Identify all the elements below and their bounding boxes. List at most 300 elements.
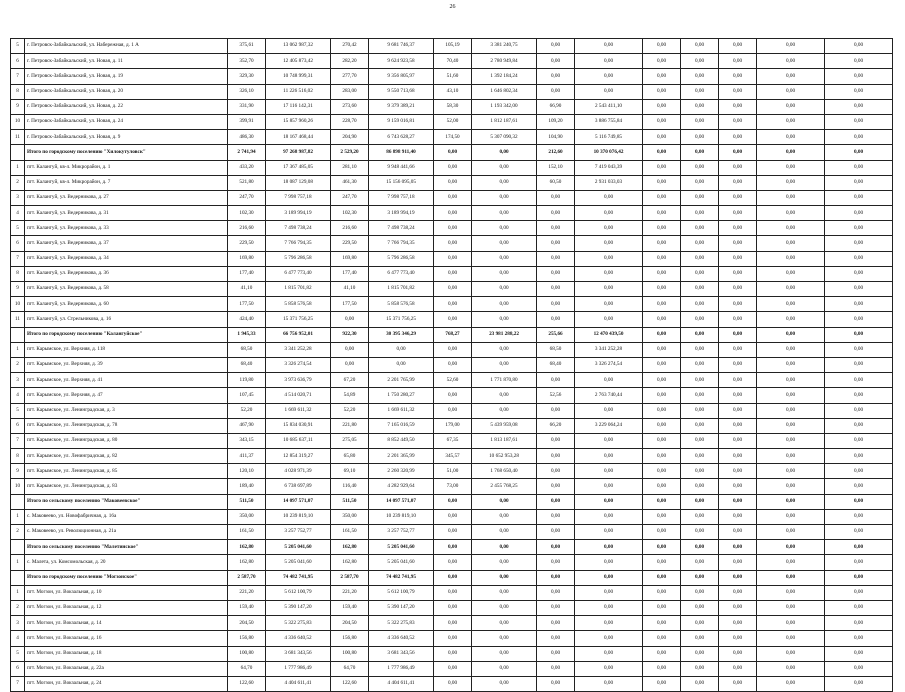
value-cell: 0,00 (825, 631, 893, 646)
row-number-cell: 3 (11, 373, 25, 388)
value-cell: 0,00 (575, 251, 643, 266)
value-cell: 0,00 (719, 616, 757, 631)
value-cell: 0,00 (472, 388, 537, 403)
table-row (11, 297, 893, 312)
value-cell: 0,00 (434, 525, 472, 540)
table-row (11, 464, 893, 479)
value-cell: 0,00 (472, 190, 537, 205)
value-cell: 177,50 (228, 297, 266, 312)
value-cell: 0,00 (719, 661, 757, 676)
value-cell: 0,00 (681, 661, 719, 676)
value-cell: 0,00 (757, 464, 825, 479)
value-cell: 0,00 (757, 418, 825, 433)
value-cell: 13 062 987,32 (266, 39, 331, 54)
value-cell: 4 514 020,71 (266, 388, 331, 403)
value-cell: 0,00 (643, 327, 681, 342)
value-cell: 0,00 (825, 54, 893, 69)
value-cell: 0,00 (681, 206, 719, 221)
value-cell: 0,00 (757, 555, 825, 570)
value-cell: 5 205 041,60 (266, 540, 331, 555)
value-cell: 5 205 041,60 (369, 555, 434, 570)
value-cell: 10 239 819,10 (369, 509, 434, 524)
value-cell: 102,30 (228, 206, 266, 221)
value-cell: 2 455 768,25 (472, 479, 537, 494)
value-cell: 0,00 (757, 449, 825, 464)
value-cell: 0,00 (537, 54, 575, 69)
value-cell: 4 404 611,41 (369, 676, 434, 691)
table-row (11, 585, 893, 600)
row-number-cell (11, 145, 25, 160)
value-cell: 0,00 (537, 221, 575, 236)
value-cell: 5 858 576,58 (266, 297, 331, 312)
value-cell: 7 165 016,59 (369, 418, 434, 433)
value-cell: 0,00 (575, 236, 643, 251)
value-cell: 0,00 (575, 464, 643, 479)
value-cell: 0,00 (643, 221, 681, 236)
value-cell: 0,00 (825, 145, 893, 160)
value-cell: 0,00 (719, 418, 757, 433)
value-cell: 0,00 (643, 433, 681, 448)
value-cell: 0,00 (825, 190, 893, 205)
value-cell: 0,00 (719, 69, 757, 84)
value-cell: 0,00 (434, 600, 472, 615)
table-row (11, 418, 893, 433)
value-cell: 0,00 (575, 69, 643, 84)
value-cell: 0,00 (825, 373, 893, 388)
value-cell: 277,70 (331, 69, 369, 84)
value-cell: 2 587,70 (228, 570, 266, 585)
value-cell: 3 257 752,77 (266, 525, 331, 540)
value-cell: 177,40 (331, 266, 369, 281)
value-cell: 0,00 (757, 114, 825, 129)
value-cell: 162,80 (331, 540, 369, 555)
row-number-cell: 4 (11, 206, 25, 221)
value-cell: 30 395 346,29 (369, 327, 434, 342)
value-cell: 0,00 (681, 114, 719, 129)
value-cell: 0,00 (681, 190, 719, 205)
value-cell: 0,00 (537, 600, 575, 615)
value-cell: 1 945,33 (228, 327, 266, 342)
value-cell: 0,00 (575, 661, 643, 676)
value-cell: 0,00 (472, 555, 537, 570)
table-row (11, 388, 893, 403)
value-cell: 1 193 342,00 (472, 99, 537, 114)
value-cell: 0,00 (719, 130, 757, 145)
value-cell: 2 201 365,99 (369, 449, 434, 464)
value-cell: 0,00 (537, 206, 575, 221)
value-cell: 74 482 741,95 (266, 570, 331, 585)
table-row (11, 266, 893, 281)
value-cell: 0,00 (681, 570, 719, 585)
value-cell: 0,00 (472, 312, 537, 327)
value-cell: 3 381 240,75 (472, 39, 537, 54)
row-number-cell: 6 (11, 661, 25, 676)
value-cell: 15 857 960,26 (266, 114, 331, 129)
value-cell: 0,00 (575, 190, 643, 205)
address-cell: г. Петровск-Забайкальский, ул. Набережная, д. 1 А (25, 39, 228, 54)
value-cell: 0,00 (719, 555, 757, 570)
value-cell: 0,00 (643, 616, 681, 631)
address-cell: пгт. Карымское, ул. Ленинградская, д. 83 (25, 479, 228, 494)
value-cell: 0,00 (643, 145, 681, 160)
value-cell: 0,00 (825, 479, 893, 494)
value-cell: 68,40 (228, 357, 266, 372)
value-cell: 0,00 (643, 99, 681, 114)
value-cell: 9 624 923,58 (369, 54, 434, 69)
value-cell: 0,00 (681, 327, 719, 342)
value-cell: 0,00 (434, 190, 472, 205)
value-cell: 216,60 (228, 221, 266, 236)
address-cell: пгт. Карымское, ул. Верхняя, д. 41 (25, 373, 228, 388)
value-cell: 0,00 (643, 570, 681, 585)
address-cell: г. Петровск-Забайкальский, ул. Новая, д. 19 (25, 69, 228, 84)
value-cell: 0,00 (643, 494, 681, 509)
value-cell: 152,10 (537, 160, 575, 175)
value-cell: 0,00 (825, 616, 893, 631)
table-row (11, 175, 893, 190)
value-cell: 1 669 611,32 (369, 403, 434, 418)
value-cell: 0,00 (757, 661, 825, 676)
address-cell: с. Маковеево, ул. Новофабричная, д. 16а (25, 509, 228, 524)
address-cell: пгт. Калангуй, ул. Стрельникова, д. 16 (25, 312, 228, 327)
value-cell: 0,00 (537, 251, 575, 266)
value-cell: 3 326 274,54 (575, 357, 643, 372)
address-cell: пгт. Карымское, ул. Ленинградская, д. 82 (25, 449, 228, 464)
row-number-cell: 7 (11, 251, 25, 266)
value-cell: 0,00 (825, 525, 893, 540)
value-cell: 0,00 (643, 525, 681, 540)
value-cell: 270,42 (331, 39, 369, 54)
value-cell: 0,00 (681, 540, 719, 555)
value-cell: 0,00 (472, 145, 537, 160)
value-cell: 0,00 (643, 312, 681, 327)
value-cell: 0,00 (537, 509, 575, 524)
value-cell: 0,00 (757, 312, 825, 327)
value-cell: 0,00 (434, 540, 472, 555)
value-cell: 5 205 041,60 (266, 555, 331, 570)
value-cell: 0,00 (643, 236, 681, 251)
value-cell: 0,00 (434, 221, 472, 236)
housing-repair-table (10, 38, 893, 692)
value-cell: 162,80 (228, 555, 266, 570)
value-cell: 0,00 (537, 297, 575, 312)
address-cell: пгт. Карымское, ул. Ленинградская, д. 3 (25, 403, 228, 418)
value-cell: 0,00 (643, 555, 681, 570)
value-cell: 51,60 (434, 69, 472, 84)
value-cell: 0,00 (719, 540, 757, 555)
value-cell: 0,00 (757, 145, 825, 160)
value-cell: 52,20 (331, 403, 369, 418)
address-cell: пгт. Калангуй, ул. Ведерникова, д. 37 (25, 236, 228, 251)
value-cell: 7 998 757,18 (266, 190, 331, 205)
value-cell: 9 550 713,68 (369, 84, 434, 99)
value-cell: 247,70 (331, 190, 369, 205)
value-cell: 0,00 (643, 585, 681, 600)
value-cell: 0,00 (757, 540, 825, 555)
row-number-cell: 4 (11, 631, 25, 646)
value-cell: 2 201 765,99 (369, 373, 434, 388)
value-cell: 0,00 (575, 555, 643, 570)
subtotal-label-cell: Итого по городскому поселению "Калангуйское" (25, 327, 228, 342)
value-cell: 0,00 (825, 69, 893, 84)
value-cell: 350,00 (228, 509, 266, 524)
value-cell: 0,00 (643, 509, 681, 524)
table-row (11, 403, 893, 418)
value-cell: 0,00 (643, 160, 681, 175)
value-cell: 0,00 (719, 388, 757, 403)
value-cell: 12 405 873,42 (266, 54, 331, 69)
value-cell: 100,80 (331, 646, 369, 661)
value-cell: 0,00 (757, 525, 825, 540)
value-cell: 0,00 (681, 403, 719, 418)
value-cell: 10 239 819,10 (266, 509, 331, 524)
value-cell: 116,40 (331, 479, 369, 494)
value-cell: 4 282 929,64 (369, 479, 434, 494)
value-cell: 0,00 (472, 585, 537, 600)
value-cell: 0,00 (825, 570, 893, 585)
value-cell: 104,90 (537, 130, 575, 145)
value-cell: 5 858 576,58 (369, 297, 434, 312)
address-cell: пгт. Могзон, ул. Вокзальная, д. 22а (25, 661, 228, 676)
table-row (11, 206, 893, 221)
value-cell: 2 587,70 (331, 570, 369, 585)
value-cell: 0,00 (472, 616, 537, 631)
value-cell: 0,00 (575, 403, 643, 418)
address-cell: пгт. Могзон, ул. Вокзальная, д. 24 (25, 676, 228, 691)
value-cell: 0,00 (681, 555, 719, 570)
value-cell: 0,00 (434, 206, 472, 221)
value-cell: 0,00 (719, 646, 757, 661)
row-number-cell: 6 (11, 418, 25, 433)
value-cell: 0,00 (537, 616, 575, 631)
value-cell: 0,00 (681, 84, 719, 99)
value-cell: 177,40 (228, 266, 266, 281)
subtotal-label-cell: Итого по сельскому поселению "Малетинское" (25, 540, 228, 555)
value-cell: 100,80 (228, 646, 266, 661)
value-cell: 0,00 (719, 327, 757, 342)
value-cell: 174,50 (434, 130, 472, 145)
value-cell: 0,00 (537, 661, 575, 676)
value-cell: 0,00 (643, 631, 681, 646)
row-number-cell: 3 (11, 190, 25, 205)
value-cell: 122,60 (228, 676, 266, 691)
value-cell: 1 750 280,27 (369, 388, 434, 403)
value-cell: 3 973 636,79 (266, 373, 331, 388)
value-cell: 0,00 (472, 600, 537, 615)
value-cell: 0,00 (825, 433, 893, 448)
value-cell: 67,20 (331, 373, 369, 388)
row-number-cell: 5 (11, 646, 25, 661)
value-cell: 0,00 (719, 114, 757, 129)
value-cell: 0,00 (575, 570, 643, 585)
value-cell: 0,00 (681, 494, 719, 509)
value-cell: 0,00 (472, 342, 537, 357)
value-cell: 0,00 (681, 433, 719, 448)
value-cell: 0,00 (434, 266, 472, 281)
value-cell: 0,00 (825, 297, 893, 312)
value-cell: 3 189 994,19 (266, 206, 331, 221)
value-cell: 0,00 (719, 449, 757, 464)
value-cell: 64,70 (331, 661, 369, 676)
value-cell: 0,00 (757, 570, 825, 585)
value-cell: 0,00 (719, 236, 757, 251)
value-cell: 0,00 (681, 221, 719, 236)
table-row (11, 342, 893, 357)
address-cell: пгт. Карымское, ул. Верхняя, д. 39 (25, 357, 228, 372)
value-cell: 0,00 (757, 206, 825, 221)
value-cell: 0,00 (472, 509, 537, 524)
value-cell: 0,00 (643, 357, 681, 372)
value-cell: 9 356 805,97 (369, 69, 434, 84)
value-cell: 0,00 (575, 540, 643, 555)
value-cell: 0,00 (757, 357, 825, 372)
row-number-cell: 1 (11, 342, 25, 357)
table-row (11, 676, 893, 691)
value-cell: 0,00 (575, 373, 643, 388)
value-cell: 0,00 (575, 479, 643, 494)
row-number-cell: 11 (11, 130, 25, 145)
value-cell: 229,50 (331, 236, 369, 251)
value-cell: 0,00 (825, 251, 893, 266)
table-row (11, 357, 893, 372)
value-cell: 6 743 628,27 (369, 130, 434, 145)
value-cell: 3 341 252,28 (266, 342, 331, 357)
value-cell: 1 392 184,24 (472, 69, 537, 84)
value-cell: 511,50 (228, 494, 266, 509)
value-cell: 0,00 (719, 373, 757, 388)
value-cell: 10 685 637,11 (266, 433, 331, 448)
address-cell: пгт. Калангуй, кв-л. Микрорайон, д. 1 (25, 160, 228, 175)
value-cell: 68,40 (537, 357, 575, 372)
value-cell: 0,00 (719, 600, 757, 615)
value-cell: 0,00 (575, 39, 643, 54)
value-cell: 0,00 (757, 479, 825, 494)
table-row (11, 190, 893, 205)
row-number-cell: 3 (11, 616, 25, 631)
value-cell: 0,00 (719, 494, 757, 509)
table-row (11, 54, 893, 69)
value-cell: 0,00 (434, 676, 472, 691)
value-cell: 0,00 (434, 357, 472, 372)
value-cell: 0,00 (719, 160, 757, 175)
value-cell: 5 390 147,20 (266, 600, 331, 615)
value-cell: 14 097 571,07 (369, 494, 434, 509)
value-cell: 0,00 (575, 449, 643, 464)
value-cell: 255,66 (537, 327, 575, 342)
value-cell: 3 229 064,24 (575, 418, 643, 433)
value-cell: 156,80 (331, 631, 369, 646)
value-cell: 9 379 389,21 (369, 99, 434, 114)
value-cell: 10 370 076,42 (575, 145, 643, 160)
value-cell: 0,00 (643, 251, 681, 266)
value-cell: 0,00 (681, 418, 719, 433)
value-cell: 0,00 (643, 388, 681, 403)
value-cell: 10 652 953,28 (472, 449, 537, 464)
value-cell: 0,00 (331, 312, 369, 327)
value-cell: 65,80 (331, 449, 369, 464)
value-cell: 0,00 (575, 509, 643, 524)
value-cell: 3 326 274,54 (266, 357, 331, 372)
value-cell: 0,00 (757, 236, 825, 251)
value-cell: 0,00 (575, 616, 643, 631)
value-cell: 228,70 (331, 114, 369, 129)
row-number-cell: 1 (11, 509, 25, 524)
value-cell: 0,00 (643, 403, 681, 418)
subtotal-label-cell: Итого по городскому поселению "Могзонское" (25, 570, 228, 585)
value-cell: 6 477 773,40 (369, 266, 434, 281)
value-cell: 18 087 129,08 (266, 175, 331, 190)
value-cell: 0,00 (472, 297, 537, 312)
table-row (11, 99, 893, 114)
value-cell: 1 669 611,32 (266, 403, 331, 418)
value-cell: 7 498 738,24 (369, 221, 434, 236)
value-cell: 0,00 (757, 251, 825, 266)
value-cell: 0,00 (757, 190, 825, 205)
row-number-cell: 1 (11, 160, 25, 175)
value-cell: 0,00 (537, 84, 575, 99)
table-row (11, 509, 893, 524)
value-cell: 179,00 (434, 418, 472, 433)
value-cell: 0,00 (434, 282, 472, 297)
value-cell: 0,00 (472, 631, 537, 646)
value-cell: 0,00 (331, 357, 369, 372)
table-row (11, 84, 893, 99)
address-cell: пгт. Калангуй, ул. Ведерникова, д. 31 (25, 206, 228, 221)
value-cell: 204,90 (331, 130, 369, 145)
value-cell: 0,00 (537, 403, 575, 418)
value-cell: 0,00 (537, 525, 575, 540)
value-cell: 424,40 (228, 312, 266, 327)
value-cell: 0,00 (757, 160, 825, 175)
value-cell: 102,30 (331, 206, 369, 221)
value-cell: 3 341 252,28 (575, 342, 643, 357)
value-cell: 0,00 (537, 373, 575, 388)
value-cell: 0,00 (719, 145, 757, 160)
value-cell: 0,00 (643, 418, 681, 433)
row-number-cell: 10 (11, 114, 25, 129)
value-cell: 399,91 (228, 114, 266, 129)
table-row (11, 114, 893, 129)
value-cell: 0,00 (681, 616, 719, 631)
value-cell: 0,00 (472, 266, 537, 281)
value-cell: 511,50 (331, 494, 369, 509)
value-cell: 0,00 (719, 509, 757, 524)
value-cell: 9 159 016,81 (369, 114, 434, 129)
value-cell: 0,00 (472, 661, 537, 676)
value-cell: 0,00 (434, 145, 472, 160)
value-cell: 5 612 100,79 (369, 585, 434, 600)
value-cell: 0,00 (757, 282, 825, 297)
value-cell: 0,00 (575, 54, 643, 69)
value-cell: 159,40 (228, 600, 266, 615)
value-cell: 169,80 (331, 251, 369, 266)
address-cell: г. Петровск-Забайкальский, ул. Новая, д. 24 (25, 114, 228, 129)
value-cell: 0,00 (575, 585, 643, 600)
value-cell: 2 260 320,99 (369, 464, 434, 479)
value-cell: 922,30 (331, 327, 369, 342)
value-cell: 0,00 (719, 403, 757, 418)
value-cell: 5 390 147,20 (369, 600, 434, 615)
value-cell: 161,50 (331, 525, 369, 540)
value-cell: 0,00 (537, 449, 575, 464)
value-cell: 7 498 738,24 (266, 221, 331, 236)
value-cell: 0,00 (575, 84, 643, 99)
value-cell: 3 681 343,56 (369, 646, 434, 661)
value-cell: 0,00 (537, 190, 575, 205)
value-cell: 0,00 (719, 206, 757, 221)
value-cell: 0,00 (825, 661, 893, 676)
value-cell: 486,30 (228, 130, 266, 145)
